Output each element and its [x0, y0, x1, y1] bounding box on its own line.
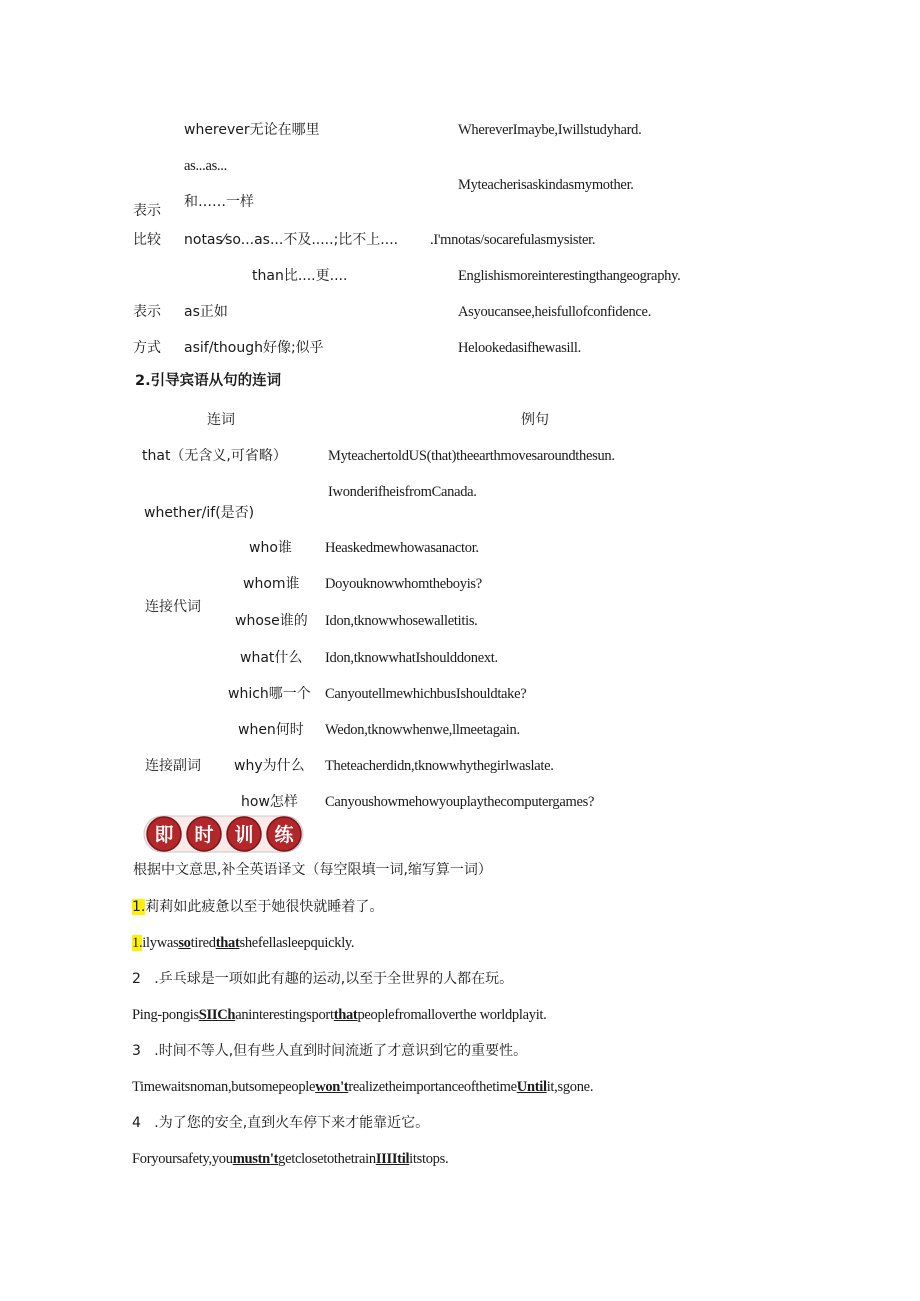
example-which: CanyoutellmewhichbusIshouldtake?: [325, 686, 527, 702]
q4-en-part-c: itstops.: [409, 1151, 449, 1167]
q2-en-part-c: peoplefromalloverthe worldplayit.: [357, 1007, 547, 1023]
badge-char-2: 时: [194, 824, 214, 846]
example-not-as: .I'mnotas/socarefulasmysister.: [430, 232, 596, 248]
category-compare-2: 比较: [133, 232, 161, 248]
q1-answer-2: that: [215, 935, 240, 951]
q1-answer-1: so: [178, 935, 191, 951]
conj-as-as-meaning: 和……一样: [184, 194, 254, 210]
q1-english: [132, 934, 354, 952]
q1-cn-text: 莉莉如此疲惫以至于她很快就睡着了。: [145, 899, 384, 915]
practice-instruction: 根据中文意思,补全英语译文（每空限填一词,缩写算一词）: [133, 862, 492, 878]
conj-as: as正如: [184, 304, 228, 320]
column-header-example: 例句: [521, 412, 549, 428]
conj-than: than比....更....: [252, 268, 348, 284]
conj-that: that（无含义,可省略）: [142, 448, 287, 464]
q4-cn-text: .为了您的安全,直到火车停下来才能靠近它。: [154, 1115, 430, 1131]
badge-char-3: 训: [234, 824, 254, 846]
conj-whom: whom谁: [243, 576, 300, 592]
example-that: MyteachertoldUS(that)theearthmovesaroundthesun.: [328, 448, 615, 464]
q2-number: 2: [132, 971, 141, 987]
example-when: Wedon,tknowwhenwe,llmeetagain.: [325, 722, 520, 738]
q4-chinese: [132, 1114, 429, 1132]
q2-chinese: [132, 970, 513, 988]
q1-en-part-b: tired: [190, 935, 216, 951]
column-header-conj: 连词: [207, 412, 235, 428]
q4-en-part-b: getclosetothetrain: [278, 1151, 376, 1167]
example-than: Englishismoreinterestingthangeography.: [458, 268, 681, 284]
q3-number: 3: [132, 1043, 141, 1059]
example-whose: Idon,tknowwhosewalletitis.: [325, 613, 478, 629]
conj-whether: whether/if(是否): [144, 505, 255, 521]
q2-en-part-a: Ping-pongis: [132, 1007, 199, 1023]
q2-english: [132, 1006, 546, 1024]
q1-en-part-a: ilywas: [142, 935, 179, 951]
q4-number: 4: [132, 1115, 141, 1131]
conj-why: why为什么: [234, 758, 305, 774]
badge-char-4: 练: [274, 824, 294, 846]
q2-cn-text: .乒乓球是一项如此有趣的运动,以至于全世界的人都在玩。: [154, 971, 514, 987]
q2-answer-1: SIICh: [198, 1007, 236, 1023]
section-heading: 2.引导宾语从句的连词: [135, 373, 282, 389]
category-manner-2: 方式: [133, 340, 161, 356]
category-manner-1: 表示: [133, 304, 161, 320]
q2-en-part-b: aninterestingsport: [235, 1007, 334, 1023]
q3-en-part-c: it,sgone.: [546, 1079, 594, 1095]
q3-cn-text: .时间不等人,但有些人直到时间流逝了才意识到它的重要性。: [154, 1043, 528, 1059]
q3-english: [132, 1078, 593, 1096]
conj-who: who谁: [249, 540, 292, 556]
example-as: Asyoucansee,heisfullofconfidence.: [458, 304, 652, 320]
q2-answer-2: that: [333, 1007, 358, 1023]
q4-answer-1: mustn't: [232, 1151, 279, 1167]
conj-which: which哪一个: [228, 686, 311, 702]
q3-en-part-b: realizetheimportanceofthetime: [348, 1079, 517, 1095]
group-pronoun: 连接代词: [145, 599, 201, 615]
conj-how: how怎样: [241, 794, 298, 810]
q1-en-part-c: shefellasleepquickly.: [239, 935, 355, 951]
conj-as-if: asif/though好像;似乎: [184, 340, 324, 356]
example-whether: IwonderifheisfromCanada.: [328, 484, 477, 500]
q1-en-number: 1.: [132, 935, 143, 951]
q4-en-part-a: Foryoursafety,you: [132, 1151, 233, 1167]
q3-answer-1: won't: [315, 1079, 349, 1095]
badge-char-1: 即: [154, 824, 174, 846]
example-how: Canyoushowmehowyouplaythecomputergames?: [325, 794, 595, 810]
example-who: Heaskedmewhowasanactor.: [325, 540, 479, 556]
q1-chinese: [132, 898, 383, 916]
conj-what: what什么: [240, 650, 303, 666]
conj-whose: whose谁的: [235, 613, 308, 629]
conj-wherever: wherever无论在哪里: [184, 122, 320, 138]
conj-as-as: as...as...: [184, 158, 227, 174]
q3-answer-2: Until: [516, 1079, 547, 1095]
practice-badge-icon: [143, 812, 304, 856]
conj-not-as: notas⁄so...as...不及.....;比不上....: [184, 232, 399, 248]
group-adverb: 连接副词: [145, 758, 201, 774]
conj-when: when何时: [238, 722, 304, 738]
q3-en-part-a: Timewaitsnoman,butsomepeople: [132, 1079, 316, 1095]
example-what: Idon,tknowwhatIshoulddonext.: [325, 650, 498, 666]
example-whom: Doyouknowwhomtheboyis?: [325, 576, 482, 592]
q1-number: 1.: [132, 899, 146, 915]
q3-chinese: [132, 1042, 527, 1060]
example-why: Theteacherdidn,tknowwhythegirlwaslate.: [325, 758, 554, 774]
q4-english: [132, 1150, 448, 1168]
q4-answer-2: IIIItil: [375, 1151, 410, 1167]
example-wherever: WhereverImaybe,Iwillstudyhard.: [458, 122, 642, 138]
example-as-if: Helookedasifhewasill.: [458, 340, 581, 356]
category-compare-1: 表示: [133, 203, 161, 219]
example-as-as: Myteacherisaskindasmymother.: [458, 177, 634, 193]
